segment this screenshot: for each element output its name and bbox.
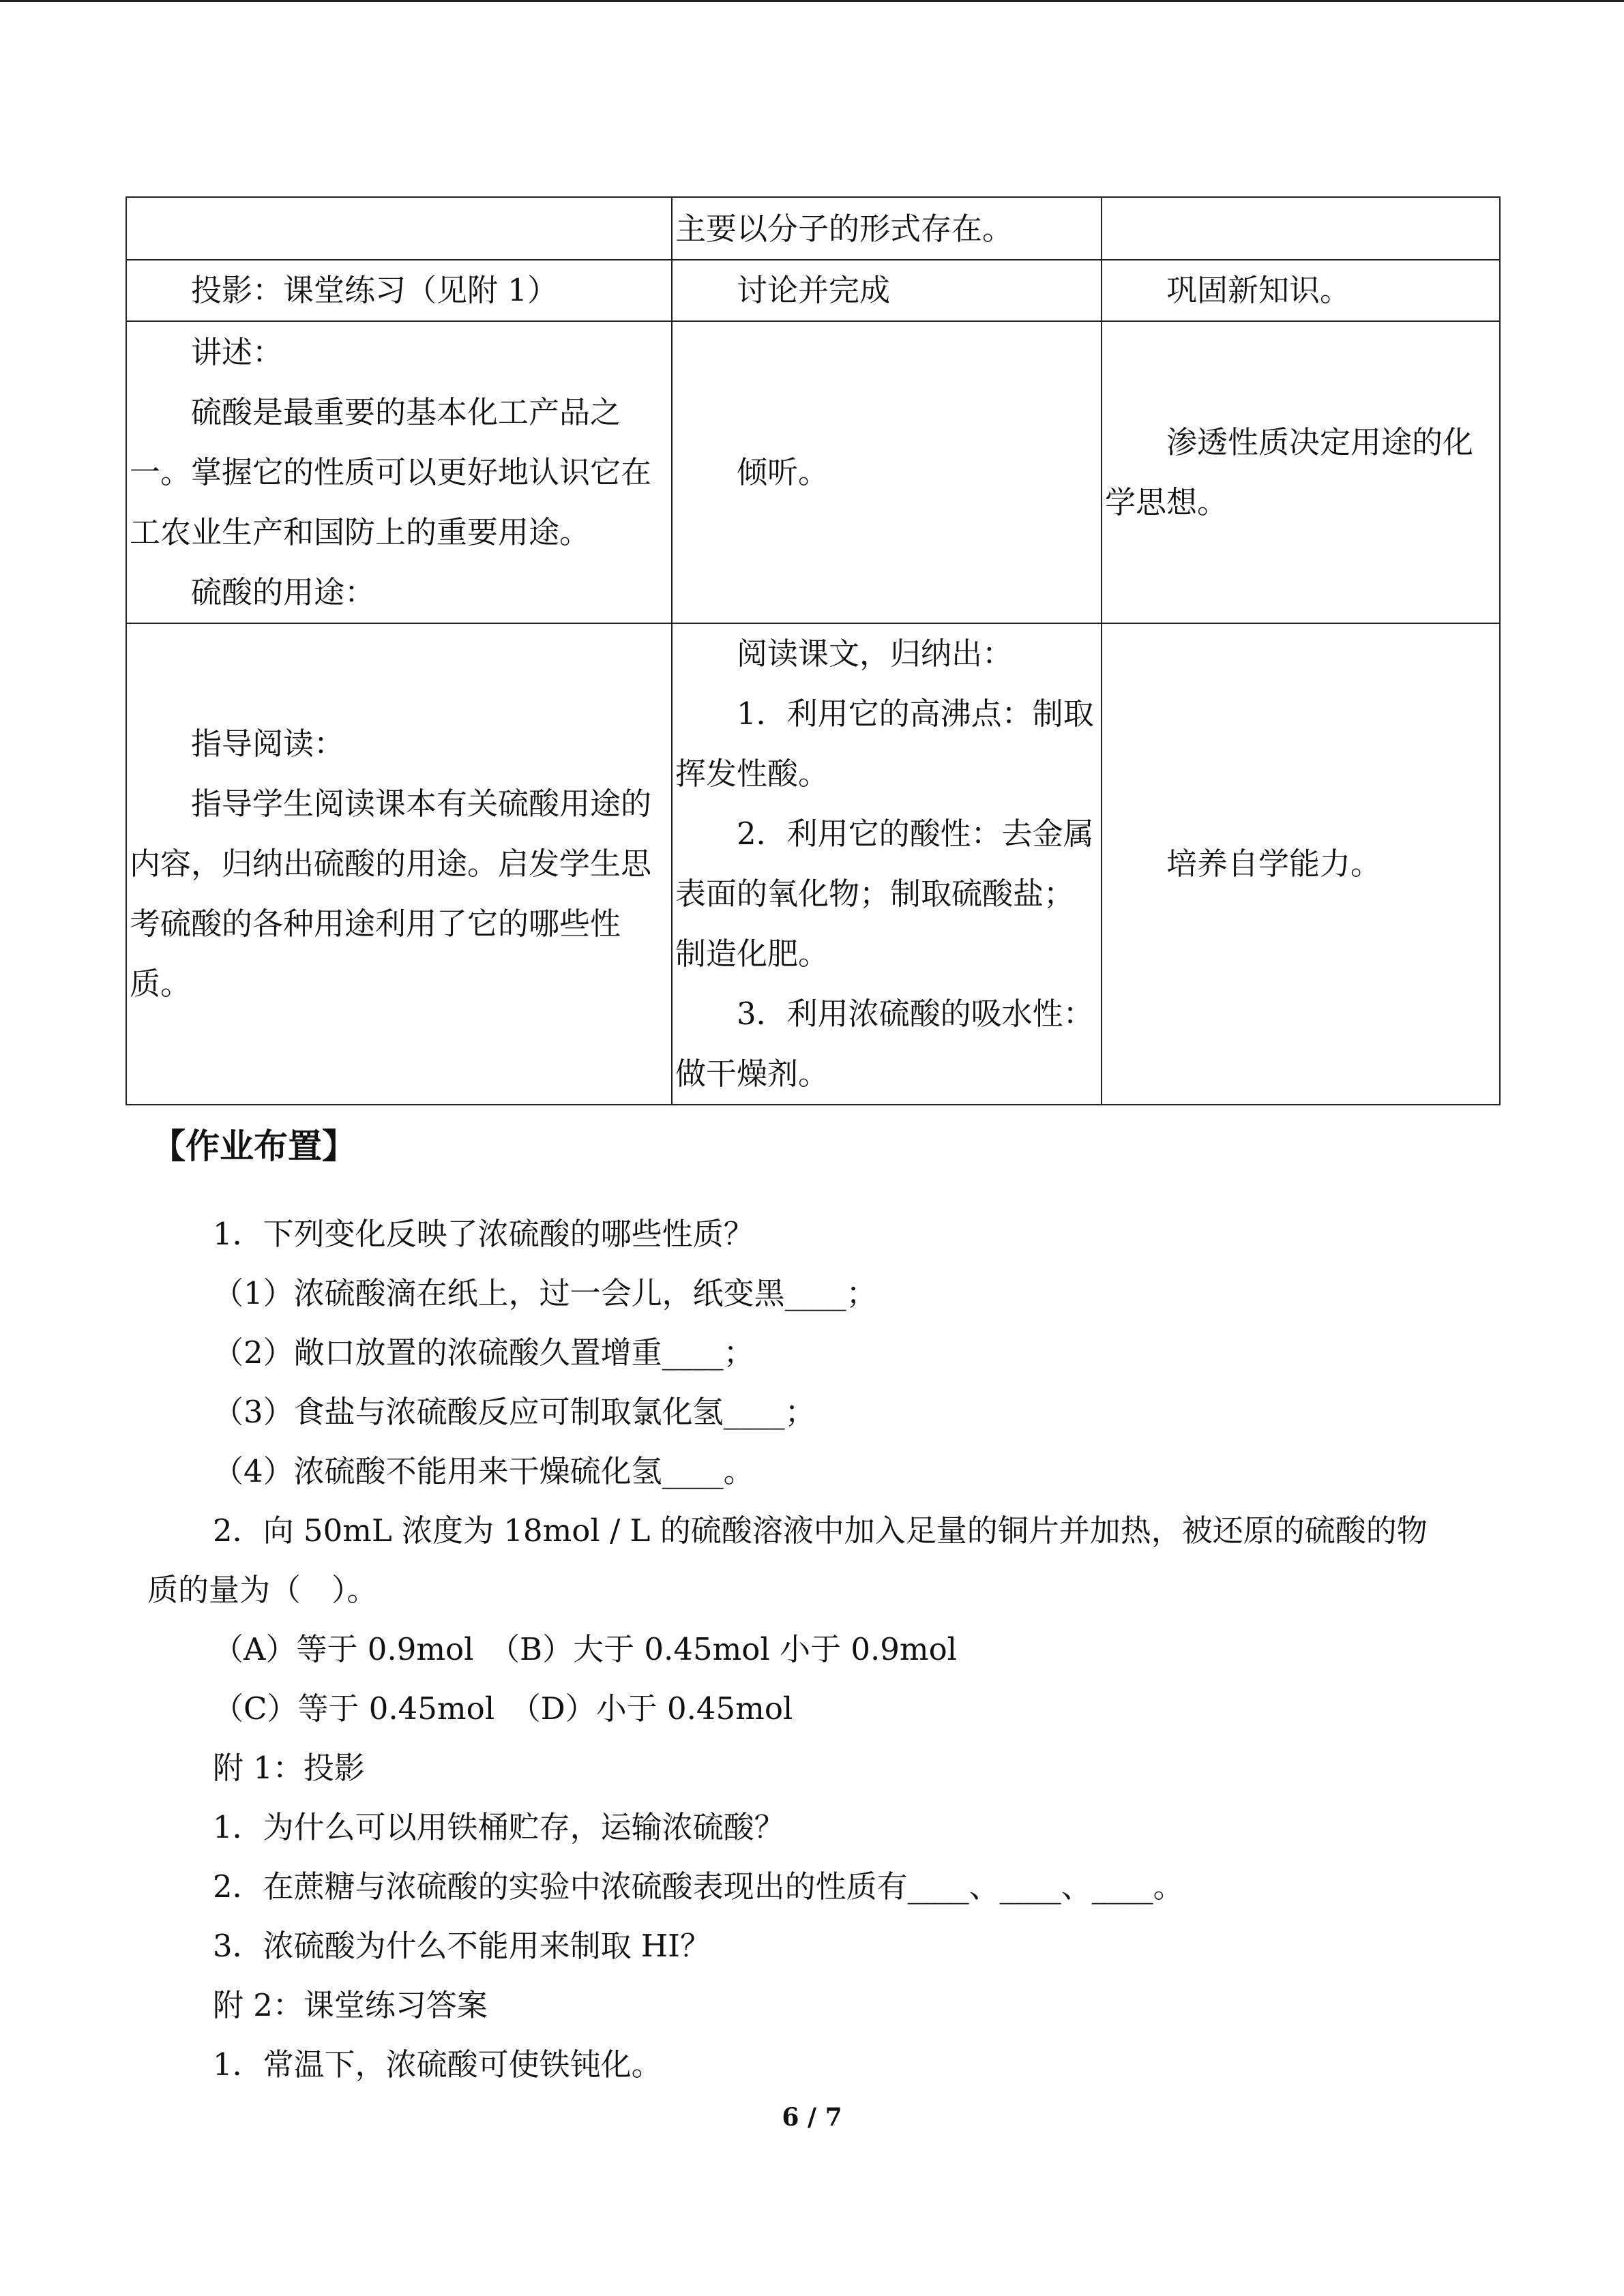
table-cell-purpose (1102, 197, 1500, 260)
cell-text: 指导学生阅读课本有关硫酸用途的内容，归纳出硫酸的用途。启发学生思考硫酸的各种用途利用了它的哪些性质。 (130, 786, 652, 1002)
lesson-table (126, 196, 1501, 1105)
cell-text: 2．利用它的酸性：去金属表面的氧化物；制取硫酸盐；制造化肥。 (675, 816, 1094, 972)
top-border-line (0, 0, 1624, 2)
cell-text: 主要以分子的形式存在。 (675, 211, 1014, 247)
table-cell-activity (126, 623, 672, 1105)
homework-line: （2）敞口放置的浓硫酸久置增重____； (213, 1335, 754, 1371)
table-row (126, 260, 1500, 321)
homework-heading: 【作业布置】 (151, 1127, 356, 1166)
cell-text: 硫酸是最重要的基本化工产品之一。掌握它的性质可以更好地认识它在工农业生产和国防上的重要用途。 (130, 393, 652, 550)
table-cell-student (672, 623, 1102, 1105)
homework-line: 2．在蔗糖与浓硫酸的实验中浓硫酸表现出的性质有____、____、____。 (213, 1868, 1184, 1905)
table-row (126, 321, 1500, 623)
table-cell-purpose (1102, 623, 1500, 1105)
cell-text: 培养自学能力。 (1166, 846, 1382, 882)
table-cell-activity (126, 260, 672, 321)
homework-line: （1）浓硫酸滴在纸上，过一会儿，纸变黑____； (213, 1275, 877, 1311)
cell-text: 倾听。 (737, 453, 829, 490)
table-row (126, 197, 1500, 260)
homework-line: （4）浓硫酸不能用来干燥硫化氢____。 (213, 1453, 754, 1489)
cell-text: 讨论并完成 (737, 272, 891, 308)
homework-line: 附 1：投影 (213, 1750, 365, 1786)
cell-text: 指导阅读： (191, 726, 345, 762)
homework-line: 附 2：课堂练习答案 (213, 1987, 488, 2023)
cell-text: 渗透性质决定用途的化学思想。 (1105, 423, 1474, 520)
homework-line: 1．下列变化反映了浓硫酸的哪些性质？ (213, 1216, 754, 1252)
homework-line: 2．向 50mL 浓度为 18mol / L 的硫酸溶液中加入足量的铜片并加热，被还原的硫酸的物 (213, 1512, 1428, 1549)
table-cell-student (672, 197, 1102, 260)
table-cell-student (672, 260, 1102, 321)
cell-text: 讲述： (191, 333, 284, 370)
table-cell-activity (126, 321, 672, 623)
homework-line: 1．为什么可以用铁桶贮存，运输浓硫酸？ (213, 1809, 785, 1845)
cell-text: 阅读课文，归纳出： (737, 636, 1014, 672)
homework-line: 1．常温下，浓硫酸可使铁钝化。 (213, 2046, 662, 2083)
homework-line: （3）食盐与浓硫酸反应可制取氯化氢____； (213, 1394, 816, 1430)
cell-text: 巩固新知识。 (1166, 272, 1351, 308)
homework-line: （A）等于 0.9mol （B）大于 0.45mol 小于 0.9mol (213, 1631, 958, 1667)
homework-line: 质的量为（ ）。 (147, 1572, 378, 1608)
cell-text: 3．利用浓硫酸的吸水性：做干燥剂。 (675, 996, 1094, 1092)
table-row (126, 623, 1500, 1105)
homework-line: 3．浓硫酸为什么不能用来制取 HI？ (213, 1928, 711, 1964)
cell-text: 硫酸的用途： (191, 573, 376, 610)
table-cell-student (672, 321, 1102, 623)
homework-line: （C）等于 0.45mol （D）小于 0.45mol (213, 1690, 793, 1727)
page-number: 6 / 7 (782, 2103, 842, 2132)
table-cell-purpose (1102, 321, 1500, 623)
cell-text: 投影：课堂练习（见附 1） (191, 272, 558, 308)
cell-text: 1．利用它的高沸点：制取挥发性酸。 (675, 696, 1094, 792)
table-cell-activity (126, 197, 672, 260)
table-cell-purpose (1102, 260, 1500, 321)
